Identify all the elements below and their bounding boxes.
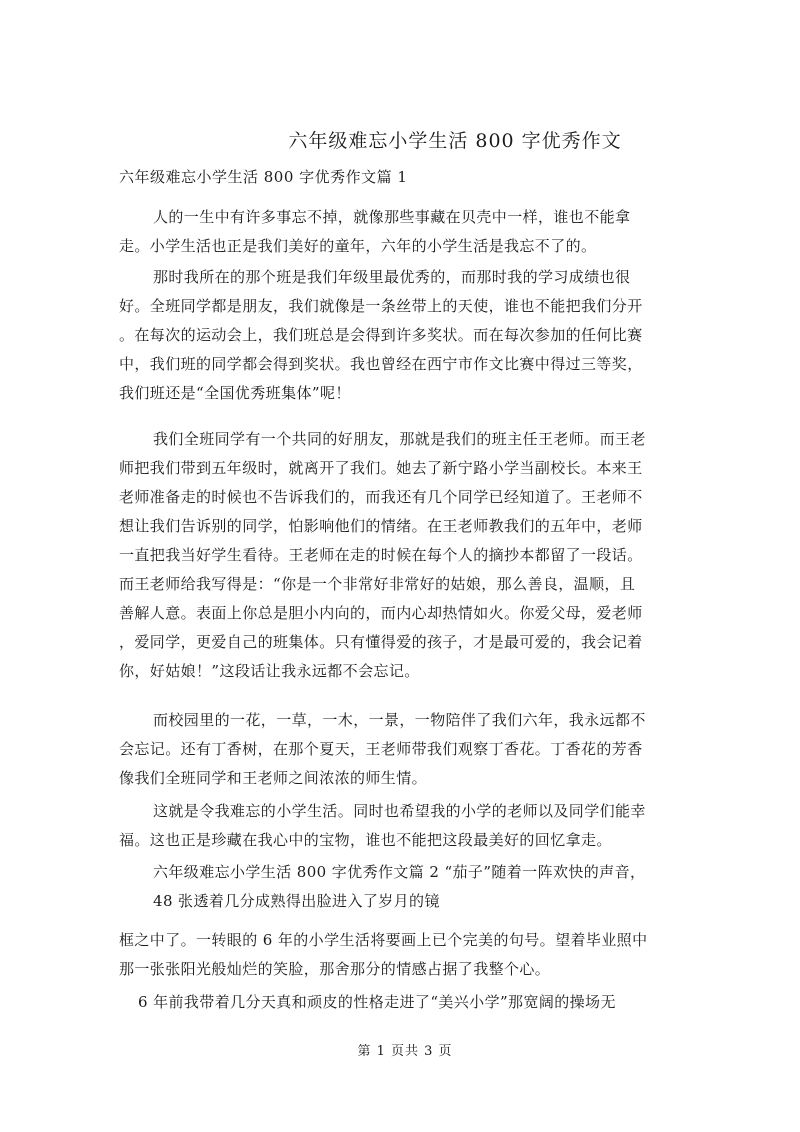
paragraph-line: 我们全班同学有一个共同的好朋友，那就是我们的班主任王老师。而王老 — [153, 430, 646, 448]
paragraph-line: 走。小学生活也正是我们美好的童年，六年的小学生活是我忘不了的。 — [119, 237, 597, 255]
page-footer: 第 1 页共 3 页 — [357, 1044, 453, 1059]
paragraph-line: 福。这也正是珍藏在我心中的宝物，谁也不能把这段最美好的回忆拿走。 — [119, 831, 612, 849]
paragraph-line: 我们班还是“全国优秀班集体”呢！ — [119, 384, 351, 402]
paragraph-3 — [119, 425, 679, 686]
paragraph-line: 。在每次的运动会上，我们班总是会得到许多奖状。而在每次参加的任何比赛 — [119, 326, 643, 344]
paragraph-7 — [119, 926, 679, 984]
paragraph-1 — [119, 203, 679, 261]
paragraph-8 — [138, 988, 698, 1017]
paragraph-line: 想让我们告诉别的同学，怕影响他们的情绪。在王老师教我们的五年中，老师 — [119, 517, 643, 535]
paragraph-2 — [119, 263, 679, 408]
paragraph-5 — [119, 797, 679, 855]
paragraph-line: 而王老师给我写得是：“你是一个非常好非常好的姑娘，那么善良，温顺，且 — [119, 575, 636, 593]
paragraph-line: 这就是令我难忘的小学生活。同时也希望我的小学的老师以及同学们能幸 — [153, 802, 646, 820]
paragraph-line: 6 年前我带着几分天真和顽皮的性格走进了“美兴小学”那宽阔的操场无 — [138, 993, 616, 1011]
paragraph-line: 老师准备走的时候也不告诉我们的，而我还有几个同学已经知道了。王老师不 — [119, 488, 643, 506]
paragraph-line: 人的一生中有许多事忘不掉，就像那些事藏在贝壳中一样，谁也不能拿 — [153, 208, 631, 226]
paragraph-line: 中，我们班的同学都会得到奖状。我也曾经在西宁市作文比赛中得过三等奖， — [119, 355, 643, 373]
paragraph-line: 框之中了。一转眼的 6 年的小学生活将要画上已个完美的句号。望着毕业照中 — [119, 931, 648, 949]
paragraph-line: 善解人意。表面上你总是胆小内向的，而内心却热情如火。你爱父母，爱老师 — [119, 604, 643, 622]
document-title: 六年级难忘小学生活 800 字优秀作文 — [288, 130, 622, 152]
paragraph-line: 一直把我当好学生看待。王老师在走的时候在每个人的摘抄本都留了一段话。 — [119, 546, 643, 564]
paragraph-4 — [119, 706, 679, 793]
paragraph-6 — [119, 858, 679, 916]
paragraph-line: 而校园里的一花，一草，一木，一景，一物陪伴了我们六年，我永远都不 — [153, 711, 646, 729]
document-subtitle: 六年级难忘小学生活 800 字优秀作文篇 1 — [119, 168, 408, 186]
paragraph-line: 你，好姑娘！”这段话让我永远都不会忘记。 — [119, 662, 420, 680]
paragraph-line: 像我们全班同学和王老师之间浓浓的师生情。 — [119, 769, 428, 787]
paragraph-line: 好。全班同学都是朋友，我们就像是一条丝带上的天使，谁也不能把我们分开 — [119, 297, 643, 315]
paragraph-line: 会忘记。还有丁香树，在那个夏天，王老师带我们观察丁香花。丁香花的芳香 — [119, 740, 643, 758]
paragraph-line: 那一张张阳光般灿烂的笑脸，那舍那分的情感占据了我整个心。 — [119, 960, 551, 978]
paragraph-line: ，爱同学，更爱自己的班集体。只有懂得爱的孩子，才是最可爱的，我会记着 — [119, 633, 643, 651]
paragraph-line: 师把我们带到五年级时，就离开了我们。她去了新宁路小学当副校长。本来王 — [119, 459, 643, 477]
paragraph-line: 那时我所在的那个班是我们年级里最优秀的，而那时我的学习成绩也很 — [153, 268, 631, 286]
paragraph-line: 六年级难忘小学生活 800 字优秀作文篇 2 “茄子”随着一阵欢快的声音， — [153, 863, 646, 881]
paragraph-line: 48 张透着几分成熟得出脸进入了岁月的镜 — [153, 892, 440, 910]
